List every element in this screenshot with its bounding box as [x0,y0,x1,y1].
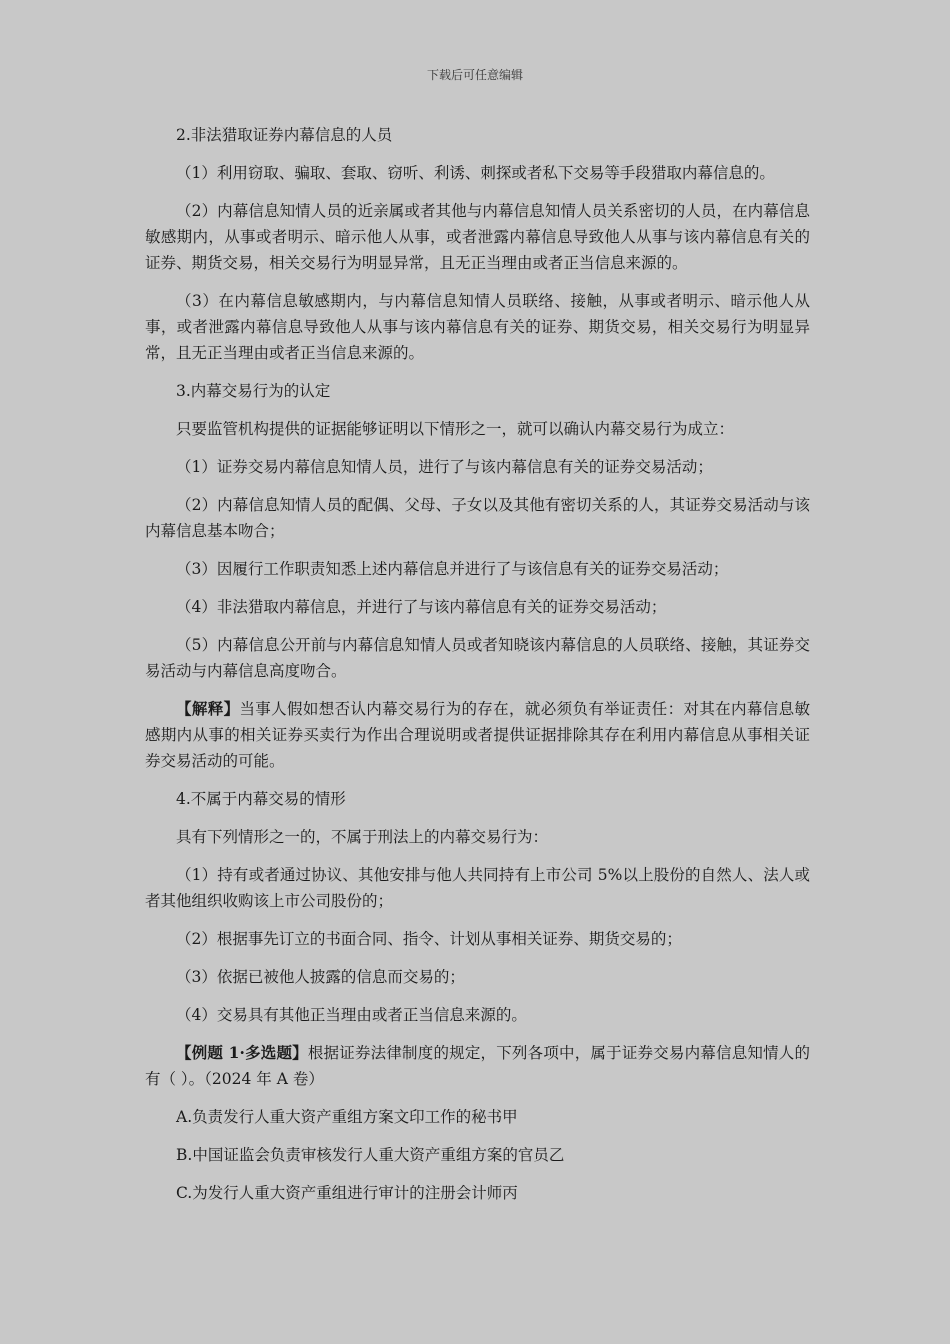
heading-2: 2.非法猎取证券内幕信息的人员 [176,126,393,144]
paragraph: （1）持有或者通过协议、其他安排与他人共同持有上市公司 5%以上股份的自然人、法人或者其他组织收购该上市公司股份的； [145,866,810,910]
paragraph: （1）证券交易内幕信息知情人员，进行了与该内幕信息有关的证券交易活动； [176,458,713,476]
example-label: 【例题 1·多选题】 [176,1043,308,1062]
explanation-text: 当事人假如想否认内幕交易行为的存在，就必须负有举证责任：对其在内幕信息敏感期内从事的相关证券买卖行为作出合理说明或者提供证据排除其存在利用内幕信息从事相关证券交易活动的可能。 [145,700,810,770]
example-option-c: C.为发行人重大资产重组进行审计的注册会计师丙 [176,1184,518,1202]
paragraph: （4）非法猎取内幕信息，并进行了与该内幕信息有关的证券交易活动； [176,598,667,616]
heading-3: 3.内幕交易行为的认定 [176,382,331,400]
paragraph: （1）利用窃取、骗取、套取、窃听、利诱、刺探或者私下交易等手段猎取内幕信息的。 [176,164,775,182]
paragraph: （2）内幕信息知情人员的近亲属或者其他与内幕信息知情人员关系密切的人员，在内幕信息敏感期内，从事或者明示、暗示他人从事，或者泄露内幕信息导致他人从事与该内幕信息有关的证券、期货交易，相关交易行为明显异常，且无正当理由或者正当信息来源的。 [145,202,810,272]
paragraph: 只要监管机构提供的证据能够证明以下情形之一，就可以确认内幕交易行为成立： [176,420,735,438]
paragraph: （3）依据已被他人披露的信息而交易的； [176,968,465,986]
example-question [145,1040,810,1092]
example-option-b: B.中国证监会负责审核发行人重大资产重组方案的官员乙 [176,1146,565,1164]
explanation-label: 【解释】 [176,699,240,718]
document-body [145,122,810,1218]
explanation-paragraph [145,696,810,774]
example-option-a: A.负责发行人重大资产重组方案文印工作的秘书甲 [176,1108,518,1126]
example-text: 根据证券法律制度的规定，下列各项中，属于证券交易内幕信息知情人的有（ ）。（2024 年 A 卷） [145,1044,810,1088]
paragraph: （3）在内幕信息敏感期内，与内幕信息知情人员联络、接触，从事或者明示、暗示他人从事，或者泄露内幕信息导致他人从事与该内幕信息有关的证券、期货交易，相关交易行为明显异常，且无正当理由或者正当信息来源的。 [145,292,810,362]
heading-4: 4.不属于内幕交易的情形 [176,790,346,808]
page-header: 下载后可任意编辑 [426,68,523,82]
paragraph: （2）根据事先订立的书面合同、指令、计划从事相关证券、期货交易的； [176,930,682,948]
paragraph: （3）因履行工作职责知悉上述内幕信息并进行了与该信息有关的证券交易活动； [176,560,729,578]
paragraph: （2）内幕信息知情人员的配偶、父母、子女以及其他有密切关系的人，其证券交易活动与该内幕信息基本吻合； [145,496,810,540]
paragraph: （4）交易具有其他正当理由或者正当信息来源的。 [176,1006,527,1024]
paragraph: （5）内幕信息公开前与内幕信息知情人员或者知晓该内幕信息的人员联络、接触，其证券交易活动与内幕信息高度吻合。 [145,636,810,680]
paragraph: 具有下列情形之一的，不属于刑法上的内幕交易行为： [176,828,549,846]
